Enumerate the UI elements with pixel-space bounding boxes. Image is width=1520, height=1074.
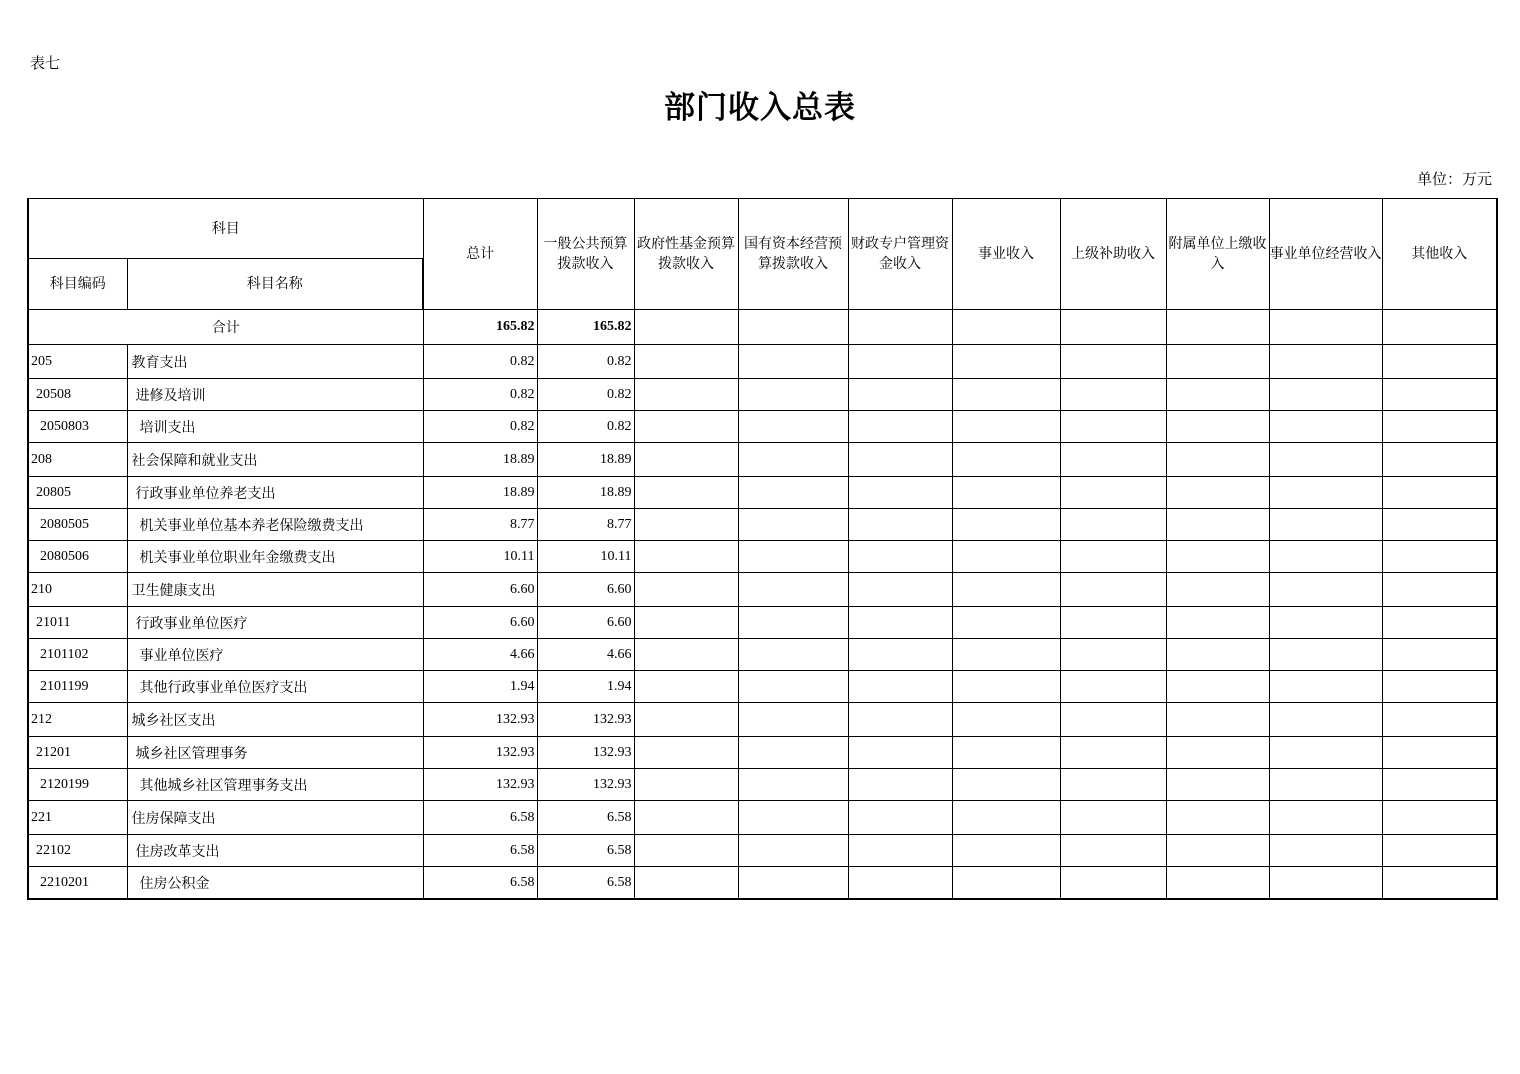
- subject-code-cell: 212: [28, 703, 127, 737]
- empty-cell: [634, 769, 738, 801]
- empty-cell: [1060, 607, 1166, 639]
- total-cell: 0.82: [423, 379, 537, 411]
- subject-name-cell: 卫生健康支出: [127, 573, 423, 607]
- empty-cell: [1166, 835, 1269, 867]
- total-cell: 0.82: [423, 411, 537, 443]
- empty-cell: [738, 477, 848, 509]
- general-budget-cell: 132.93: [537, 769, 634, 801]
- table-row: [28, 769, 1497, 801]
- empty-cell: [952, 345, 1060, 379]
- empty-cell: [738, 411, 848, 443]
- header-subject-name: 科目名称: [127, 259, 423, 310]
- subject-code-cell: 2080505: [28, 509, 127, 541]
- total-cell: 8.77: [423, 509, 537, 541]
- empty-cell: [1166, 573, 1269, 607]
- table-row: [28, 639, 1497, 671]
- subject-name-cell: 社会保障和就业支出: [127, 443, 423, 477]
- header-col-state-capital: 国有资本经营预算拨款收入: [738, 199, 848, 310]
- subject-code-cell: 2101102: [28, 639, 127, 671]
- table-row: [28, 671, 1497, 703]
- empty-cell: [1166, 867, 1269, 900]
- empty-cell: [1060, 477, 1166, 509]
- empty-cell: [738, 379, 848, 411]
- empty-cell: [634, 835, 738, 867]
- empty-cell: [634, 867, 738, 900]
- subject-code-cell: 210: [28, 573, 127, 607]
- empty-cell: [952, 379, 1060, 411]
- empty-cell: [952, 573, 1060, 607]
- general-budget-cell: 0.82: [537, 345, 634, 379]
- header-subject: 科目: [28, 199, 423, 259]
- empty-cell: [1060, 573, 1166, 607]
- header-col-business-income: 事业收入: [952, 199, 1060, 310]
- empty-cell: [1269, 573, 1382, 607]
- header-col-gov-fund: 政府性基金预算拨款收入: [634, 199, 738, 310]
- empty-cell: [848, 769, 952, 801]
- total-total: 165.82: [423, 310, 537, 345]
- subject-name-cell: 住房公积金: [127, 867, 423, 900]
- empty-cell: [952, 639, 1060, 671]
- total-general-budget: 165.82: [537, 310, 634, 345]
- empty-cell: [1382, 345, 1497, 379]
- empty-cell: [634, 801, 738, 835]
- header-col-affiliated-remit: 附属单位上缴收入: [1166, 199, 1269, 310]
- empty-cell: [1166, 639, 1269, 671]
- empty-cell: [1166, 345, 1269, 379]
- total-cell: 6.58: [423, 801, 537, 835]
- empty-cell: [848, 411, 952, 443]
- empty-cell: [1382, 573, 1497, 607]
- header-subject-code: 科目编码: [28, 259, 127, 310]
- total-cell: 6.60: [423, 607, 537, 639]
- header-col-total: 总计: [423, 199, 537, 310]
- general-budget-cell: 6.60: [537, 573, 634, 607]
- table-row: [28, 737, 1497, 769]
- empty-cell: [952, 801, 1060, 835]
- table-label: 表七: [30, 54, 61, 72]
- empty-cell: [1060, 379, 1166, 411]
- empty-cell: [1382, 835, 1497, 867]
- empty-cell: [952, 443, 1060, 477]
- general-budget-cell: 8.77: [537, 509, 634, 541]
- header-col-superior-subsidy: 上级补助收入: [1060, 199, 1166, 310]
- empty-cell: [848, 801, 952, 835]
- empty-cell: [1269, 703, 1382, 737]
- subject-name-cell: 机关事业单位职业年金缴费支出: [127, 541, 423, 573]
- subject-code-cell: 22102: [28, 835, 127, 867]
- general-budget-cell: 0.82: [537, 379, 634, 411]
- empty-cell: [952, 703, 1060, 737]
- empty-cell: [848, 607, 952, 639]
- empty-cell: [1166, 443, 1269, 477]
- empty-cell: [848, 509, 952, 541]
- general-budget-cell: 132.93: [537, 703, 634, 737]
- empty-cell: [1382, 411, 1497, 443]
- subject-code-cell: 205: [28, 345, 127, 379]
- empty-cell: [848, 835, 952, 867]
- table-row: [28, 411, 1497, 443]
- subject-code-cell: 2120199: [28, 769, 127, 801]
- empty-cell: [1060, 671, 1166, 703]
- subject-code-cell: 2210201: [28, 867, 127, 900]
- total-cell: 1.94: [423, 671, 537, 703]
- empty-cell: [848, 671, 952, 703]
- empty-cell: [634, 703, 738, 737]
- total-cell: 0.82: [423, 345, 537, 379]
- subject-name-cell: 住房保障支出: [127, 801, 423, 835]
- subject-code-cell: 21201: [28, 737, 127, 769]
- empty-cell: [634, 443, 738, 477]
- empty-cell: [1166, 769, 1269, 801]
- subject-name-cell: 进修及培训: [127, 379, 423, 411]
- empty-cell: [634, 737, 738, 769]
- empty-cell: [738, 703, 848, 737]
- total-cell: 6.60: [423, 573, 537, 607]
- empty-cell: [634, 541, 738, 573]
- empty-cell: [952, 541, 1060, 573]
- total-cell: 18.89: [423, 443, 537, 477]
- empty-cell: [1060, 541, 1166, 573]
- empty-cell: [1269, 737, 1382, 769]
- empty-cell: [1166, 607, 1269, 639]
- total-cell: 132.93: [423, 737, 537, 769]
- empty-cell: [1060, 737, 1166, 769]
- empty-cell: [738, 801, 848, 835]
- empty-cell: [1269, 443, 1382, 477]
- table-row: [28, 379, 1497, 411]
- empty-cell: [1060, 411, 1166, 443]
- empty-cell: [1382, 607, 1497, 639]
- empty-cell: [1166, 541, 1269, 573]
- total-cell: 18.89: [423, 477, 537, 509]
- page-title: 部门收入总表: [664, 90, 856, 126]
- empty-cell: [738, 737, 848, 769]
- empty-cell: [738, 835, 848, 867]
- subject-code-cell: 2050803: [28, 411, 127, 443]
- empty-cell: [1269, 379, 1382, 411]
- empty-cell: [848, 867, 952, 900]
- empty-cell: [1060, 835, 1166, 867]
- empty-cell: [952, 769, 1060, 801]
- header-col-general-budget: 一般公共预算拨款收入: [537, 199, 634, 310]
- empty-cell: [738, 671, 848, 703]
- general-budget-cell: 132.93: [537, 737, 634, 769]
- general-budget-cell: 18.89: [537, 477, 634, 509]
- total-cell: 10.11: [423, 541, 537, 573]
- header-col-operating-income: 事业单位经营收入: [1269, 199, 1382, 310]
- total-cell: 4.66: [423, 639, 537, 671]
- empty-cell: [634, 671, 738, 703]
- table-row: [28, 573, 1497, 607]
- empty-cell: [738, 345, 848, 379]
- empty-cell: [1382, 541, 1497, 573]
- subject-name-cell: 教育支出: [127, 345, 423, 379]
- total-cell: 132.93: [423, 769, 537, 801]
- empty-cell: [1269, 411, 1382, 443]
- table-row: [28, 835, 1497, 867]
- empty-cell: [1166, 801, 1269, 835]
- empty-cell: [1269, 801, 1382, 835]
- empty-cell: [738, 867, 848, 900]
- empty-cell: [1060, 639, 1166, 671]
- empty-cell: [952, 737, 1060, 769]
- general-budget-cell: 6.58: [537, 867, 634, 900]
- empty-cell: [634, 509, 738, 541]
- table-row: [28, 541, 1497, 573]
- empty-cell: [952, 509, 1060, 541]
- table-row: [28, 867, 1497, 900]
- empty-cell: [1382, 671, 1497, 703]
- empty-cell: [738, 509, 848, 541]
- empty-cell: [738, 769, 848, 801]
- general-budget-cell: 6.58: [537, 835, 634, 867]
- general-budget-cell: 10.11: [537, 541, 634, 573]
- general-budget-cell: 18.89: [537, 443, 634, 477]
- empty-cell: [1269, 541, 1382, 573]
- total-cell: 6.58: [423, 867, 537, 900]
- empty-cell: [1060, 443, 1166, 477]
- subject-name-cell: 培训支出: [127, 411, 423, 443]
- empty-cell: [634, 345, 738, 379]
- subject-code-cell: 221: [28, 801, 127, 835]
- general-budget-cell: 1.94: [537, 671, 634, 703]
- subject-name-cell: 行政事业单位养老支出: [127, 477, 423, 509]
- empty-cell: [1166, 379, 1269, 411]
- empty-cell: [848, 639, 952, 671]
- empty-cell: [634, 411, 738, 443]
- table-row: [28, 509, 1497, 541]
- empty-cell: [848, 541, 952, 573]
- empty-cell: [634, 607, 738, 639]
- empty-cell: [1269, 835, 1382, 867]
- empty-cell: [1060, 509, 1166, 541]
- empty-cell: [1382, 443, 1497, 477]
- empty-cell: [1166, 411, 1269, 443]
- empty-cell: [1166, 477, 1269, 509]
- empty-cell: [1269, 345, 1382, 379]
- subject-code-cell: 21011: [28, 607, 127, 639]
- total-label: 合计: [28, 310, 423, 345]
- empty-cell: [1382, 509, 1497, 541]
- empty-cell: [634, 639, 738, 671]
- empty-cell: [738, 443, 848, 477]
- subject-name-cell: 城乡社区管理事务: [127, 737, 423, 769]
- subject-name-cell: 其他城乡社区管理事务支出: [127, 769, 423, 801]
- empty-cell: [1166, 703, 1269, 737]
- subject-code-cell: 2080506: [28, 541, 127, 573]
- empty-cell: [1382, 703, 1497, 737]
- empty-cell: [1060, 867, 1166, 900]
- subject-code-cell: 20508: [28, 379, 127, 411]
- empty-cell: [848, 379, 952, 411]
- empty-cell: [1269, 477, 1382, 509]
- empty-cell: [1269, 639, 1382, 671]
- table-row: [28, 801, 1497, 835]
- empty-cell: [1269, 607, 1382, 639]
- header-col-special-account: 财政专户管理资金收入: [848, 199, 952, 310]
- subject-name-cell: 城乡社区支出: [127, 703, 423, 737]
- empty-cell: [738, 639, 848, 671]
- empty-cell: [952, 607, 1060, 639]
- total-cell: 132.93: [423, 703, 537, 737]
- total-cell: 6.58: [423, 835, 537, 867]
- empty-cell: [1060, 769, 1166, 801]
- subject-code-cell: 208: [28, 443, 127, 477]
- table-row: [28, 607, 1497, 639]
- empty-cell: [1382, 639, 1497, 671]
- table-row: [28, 703, 1497, 737]
- empty-cell: [634, 477, 738, 509]
- empty-cell: [738, 541, 848, 573]
- empty-cell: [1269, 509, 1382, 541]
- empty-cell: [1382, 801, 1497, 835]
- empty-cell: [1269, 671, 1382, 703]
- empty-cell: [848, 737, 952, 769]
- table-row: [28, 443, 1497, 477]
- empty-cell: [848, 703, 952, 737]
- empty-cell: [1166, 737, 1269, 769]
- empty-cell: [952, 671, 1060, 703]
- general-budget-cell: 4.66: [537, 639, 634, 671]
- empty-cell: [1382, 379, 1497, 411]
- table-row: [28, 345, 1497, 379]
- empty-cell: [1269, 867, 1382, 900]
- empty-cell: [1060, 703, 1166, 737]
- empty-cell: [738, 573, 848, 607]
- income-summary-table: [27, 198, 1498, 900]
- unit-label: 单位：万元: [1416, 170, 1492, 188]
- empty-cell: [952, 411, 1060, 443]
- empty-cell: [634, 573, 738, 607]
- empty-cell: [848, 345, 952, 379]
- empty-cell: [848, 573, 952, 607]
- table-row: [28, 477, 1497, 509]
- empty-cell: [738, 607, 848, 639]
- empty-cell: [634, 379, 738, 411]
- empty-cell: [848, 477, 952, 509]
- empty-cell: [1382, 867, 1497, 900]
- general-budget-cell: 0.82: [537, 411, 634, 443]
- total-row: [28, 310, 1497, 345]
- empty-cell: [1269, 769, 1382, 801]
- empty-cell: [1166, 509, 1269, 541]
- subject-name-cell: 其他行政事业单位医疗支出: [127, 671, 423, 703]
- empty-cell: [1060, 801, 1166, 835]
- subject-name-cell: 机关事业单位基本养老保险缴费支出: [127, 509, 423, 541]
- empty-cell: [1166, 671, 1269, 703]
- general-budget-cell: 6.60: [537, 607, 634, 639]
- empty-cell: [1382, 737, 1497, 769]
- subject-name-cell: 行政事业单位医疗: [127, 607, 423, 639]
- empty-cell: [1060, 345, 1166, 379]
- subject-code-cell: 2101199: [28, 671, 127, 703]
- empty-cell: [1382, 769, 1497, 801]
- empty-cell: [952, 477, 1060, 509]
- empty-cell: [1382, 477, 1497, 509]
- empty-cell: [848, 443, 952, 477]
- subject-code-cell: 20805: [28, 477, 127, 509]
- general-budget-cell: 6.58: [537, 801, 634, 835]
- header-col-other-income: 其他收入: [1382, 199, 1497, 310]
- empty-cell: [952, 867, 1060, 900]
- subject-name-cell: 事业单位医疗: [127, 639, 423, 671]
- empty-cell: [952, 835, 1060, 867]
- subject-name-cell: 住房改革支出: [127, 835, 423, 867]
